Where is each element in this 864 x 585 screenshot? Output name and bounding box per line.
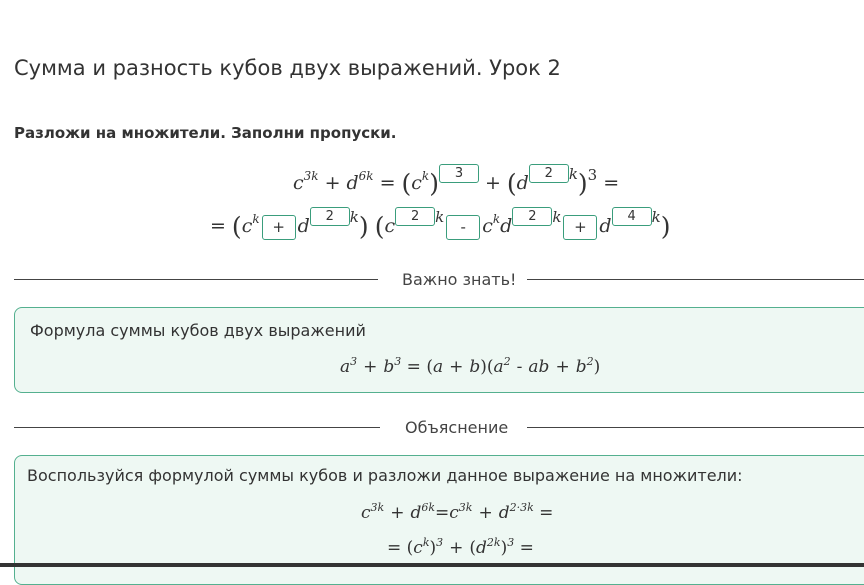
explanation-label: Объяснение (405, 418, 509, 437)
answer-box[interactable]: 2 (512, 207, 552, 226)
important-label: Важно знать! (402, 270, 517, 289)
answer-box[interactable]: 2 (529, 164, 569, 183)
equation-row-1: $c^{3k} + d^{6k} = (c^k) 3 + (d$ 2 $^k$)$^3$ = (293, 165, 620, 198)
answer-box[interactable]: + (262, 215, 296, 240)
important-panel (14, 307, 864, 393)
explanation-text: Воспользуйся формулой суммы кубов и разложи данное выражение на множители: (27, 466, 743, 485)
divider-line (527, 279, 864, 280)
answer-box[interactable]: - (446, 215, 480, 240)
divider-line (14, 427, 380, 428)
divider-line (14, 279, 378, 280)
explanation-step-2: = $(c^k)^3 + (d^{2k})^3$ = (387, 536, 534, 558)
equation-row-2: = ($c^k + d$ 2 $^k$) (c 2 $^k$- $c^kd$ 2 $^k$+ d 4 $^k$) (210, 208, 671, 241)
divider-line (527, 427, 864, 428)
bottom-bar (0, 563, 864, 567)
important-text: Формула суммы кубов двух выражений (30, 321, 366, 340)
answer-box[interactable]: 4 (612, 207, 652, 226)
task-instruction: Разложи на множители. Заполни пропуски. (14, 124, 397, 142)
answer-box[interactable]: 2 (395, 207, 435, 226)
sum-of-cubes-formula: $a^3 + b^3 = (a + b)(a^2$ - ab + $b^2$) (340, 355, 601, 377)
explanation-step-1: $c^{3k} + d^{6k}=c^{3k} + d^{2\cdot 3k}$ = (361, 501, 554, 523)
answer-box[interactable]: 2 (310, 207, 350, 226)
answer-box[interactable]: 3 (439, 164, 479, 183)
answer-box[interactable]: + (563, 215, 597, 240)
page-title: Сумма и разность кубов двух выражений. Урок 2 (14, 56, 561, 80)
